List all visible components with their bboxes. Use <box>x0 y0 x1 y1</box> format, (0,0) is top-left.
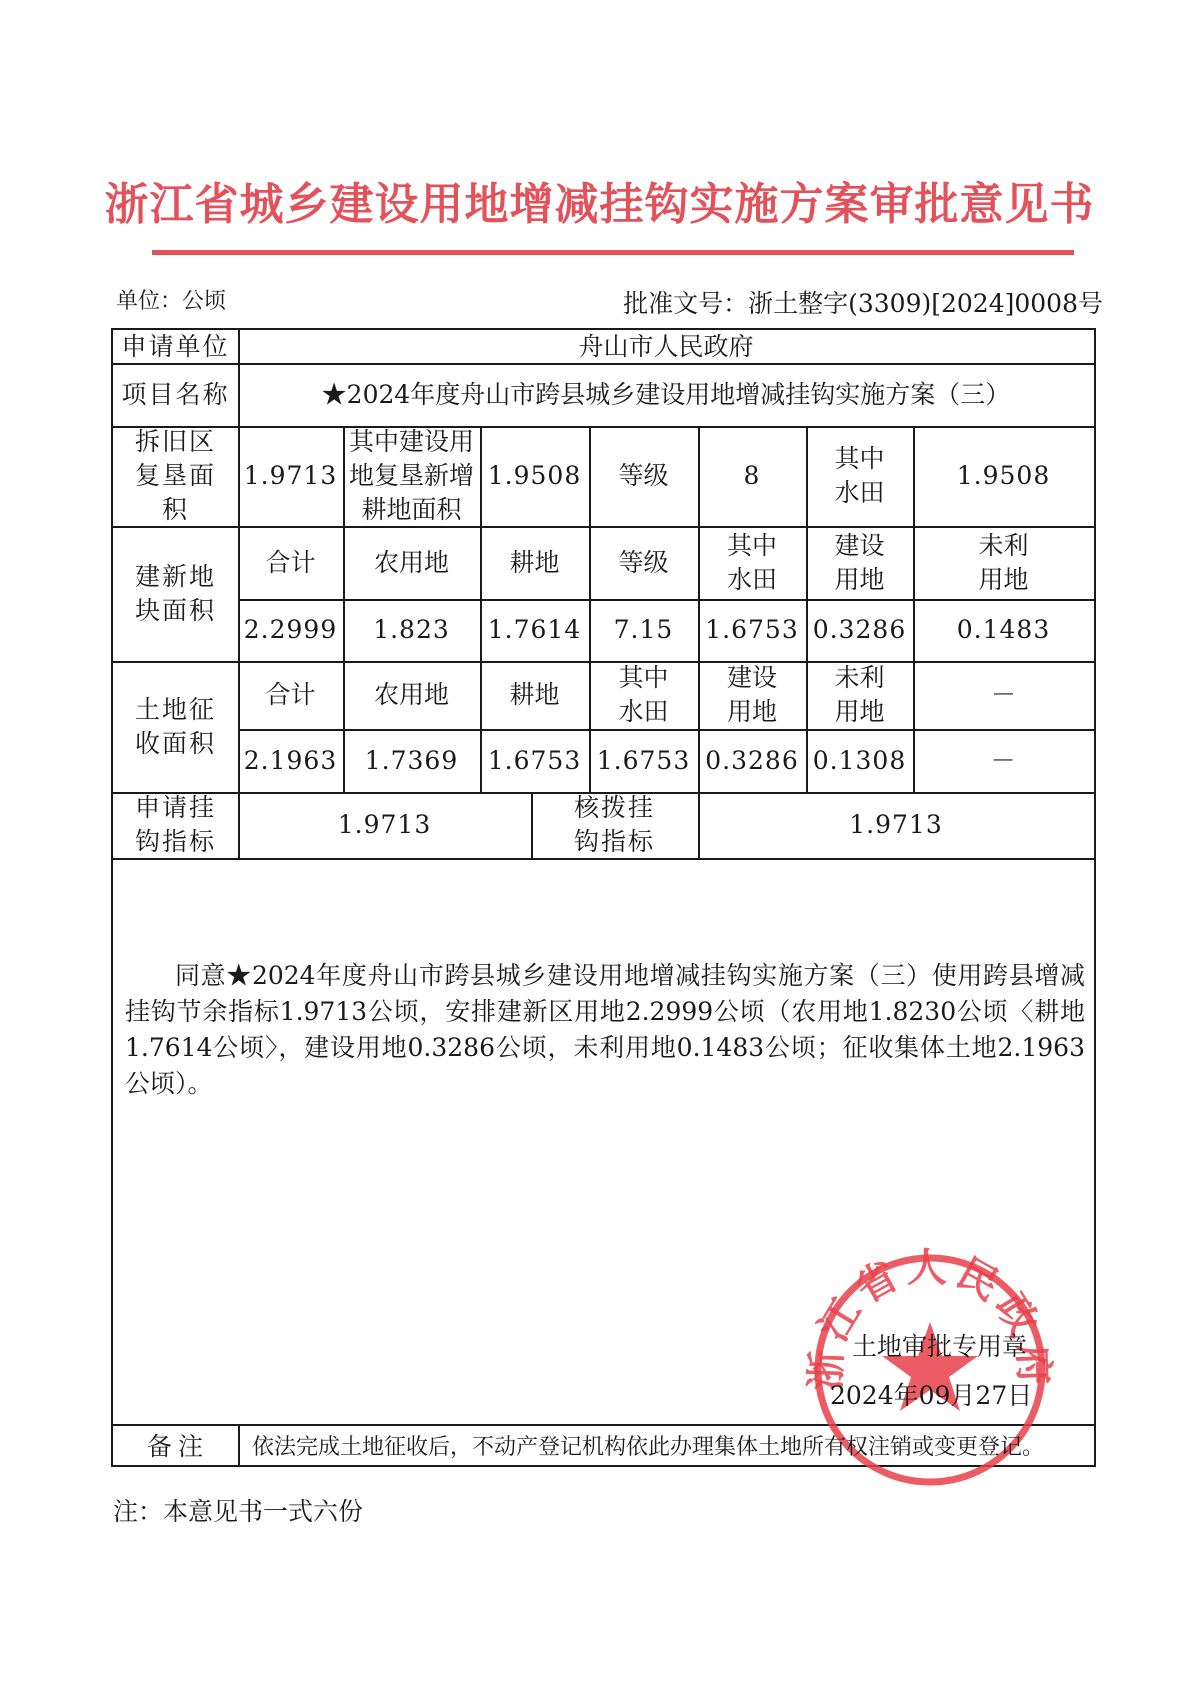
seal-subtitle: 土地审批专用章 <box>852 1332 1028 1361</box>
new-block-label: 建新地块面积 <box>134 561 216 625</box>
expropriation-value: 1.6753 <box>596 745 691 775</box>
new-block-value: 1.7614 <box>487 615 582 645</box>
approval-number: 批准文号：浙土整字(3309)[2024]0008号 <box>623 289 1103 318</box>
new-block-header: 耕地 <box>509 547 560 577</box>
demolish-paddy: 1.9508 <box>956 461 1051 491</box>
new-block-value: 1.6753 <box>705 615 799 645</box>
demolish-sub-label: 其中建设用地复垦新增耕地面积 <box>348 427 474 524</box>
new-block-value: 0.3286 <box>812 615 907 645</box>
document-title: 浙江省城乡建设用地增减挂钩实施方案审批意见书 <box>104 179 1095 230</box>
expropriation-value: 2.1963 <box>243 745 338 775</box>
project-value: ★2024年度舟山市跨县城乡建设用地增减挂钩实施方案（三） <box>321 379 1011 409</box>
new-block-header: 等级 <box>618 547 669 577</box>
demolish-grade-label: 等级 <box>618 461 669 491</box>
demolish-grade: 8 <box>743 461 761 491</box>
apply-index-label: 申请挂钩指标 <box>134 793 216 856</box>
new-block-value: 2.2999 <box>243 615 338 645</box>
demolish-sub-value: 1.9508 <box>487 461 582 491</box>
expropriation-value: 1.6753 <box>487 745 582 775</box>
approval-opinion: 同意★2024年度舟山市跨县城乡建设用地增减挂钩实施方案（三）使用跨县增减挂钩节余指标1.9713公顷，安排建新区用地2.2999公顷（农用地1.8230公顷〈耕地1.7614公顷〉，建设用地0.3286公顷，未利用地0.1483公顷；征收集体土地2.1963公顷）。 <box>125 961 1085 1098</box>
applicant-label: 申请单位 <box>121 331 230 361</box>
demolish-label: 拆旧区复垦面积 <box>134 427 216 524</box>
expropriation-header: 合计 <box>265 680 316 710</box>
expropriation-header: 其中水田 <box>618 663 669 726</box>
expropriation-header: 农用地 <box>373 680 449 710</box>
new-block-header: 农用地 <box>373 547 449 577</box>
new-block-value: 7.15 <box>613 615 674 645</box>
approve-index-value: 1.9713 <box>849 810 943 840</box>
seal-date: 2024年09月27日 <box>830 1381 1033 1410</box>
expropriation-header: 未利用地 <box>834 663 885 726</box>
applicant-value: 舟山市人民政府 <box>578 331 754 361</box>
demolish-paddy-label: 其中水田 <box>834 444 885 507</box>
expropriation-header: 建设用地 <box>726 663 777 726</box>
project-label: 项目名称 <box>121 379 230 409</box>
seal-name: 浙江省人民政府 <box>803 1245 1057 1392</box>
expropriation-header: － <box>990 680 1016 710</box>
new-block-header: 合计 <box>265 547 316 577</box>
new-block-value: 0.1483 <box>956 615 1051 645</box>
new-block-value: 1.823 <box>373 615 450 645</box>
remark-text: 依法完成土地征收后，不动产登记机构依此办理集体土地所有权注销或变更登记。 <box>252 1434 1045 1460</box>
new-block-header: 其中水田 <box>726 530 777 594</box>
approve-index-label: 核拨挂钩指标 <box>573 793 655 856</box>
expropriation-header: 耕地 <box>509 680 560 710</box>
new-block-header: 未利用地 <box>978 530 1029 594</box>
new-block-header: 建设用地 <box>834 530 885 594</box>
title-rule <box>152 250 1074 255</box>
expropriation-value: 1.7369 <box>364 745 459 775</box>
expropriation-label: 土地征收面积 <box>134 694 216 758</box>
footnote: 注：本意见书一式六份 <box>113 1497 364 1526</box>
expropriation-value: 0.3286 <box>705 745 799 775</box>
remark-label: 备注 <box>146 1432 209 1461</box>
demolish-area: 1.9713 <box>243 461 338 491</box>
expropriation-value: － <box>990 745 1017 775</box>
expropriation-value: 0.1308 <box>812 745 907 775</box>
unit-label: 单位：公顷 <box>116 289 227 314</box>
apply-index-value: 1.9713 <box>337 810 432 840</box>
